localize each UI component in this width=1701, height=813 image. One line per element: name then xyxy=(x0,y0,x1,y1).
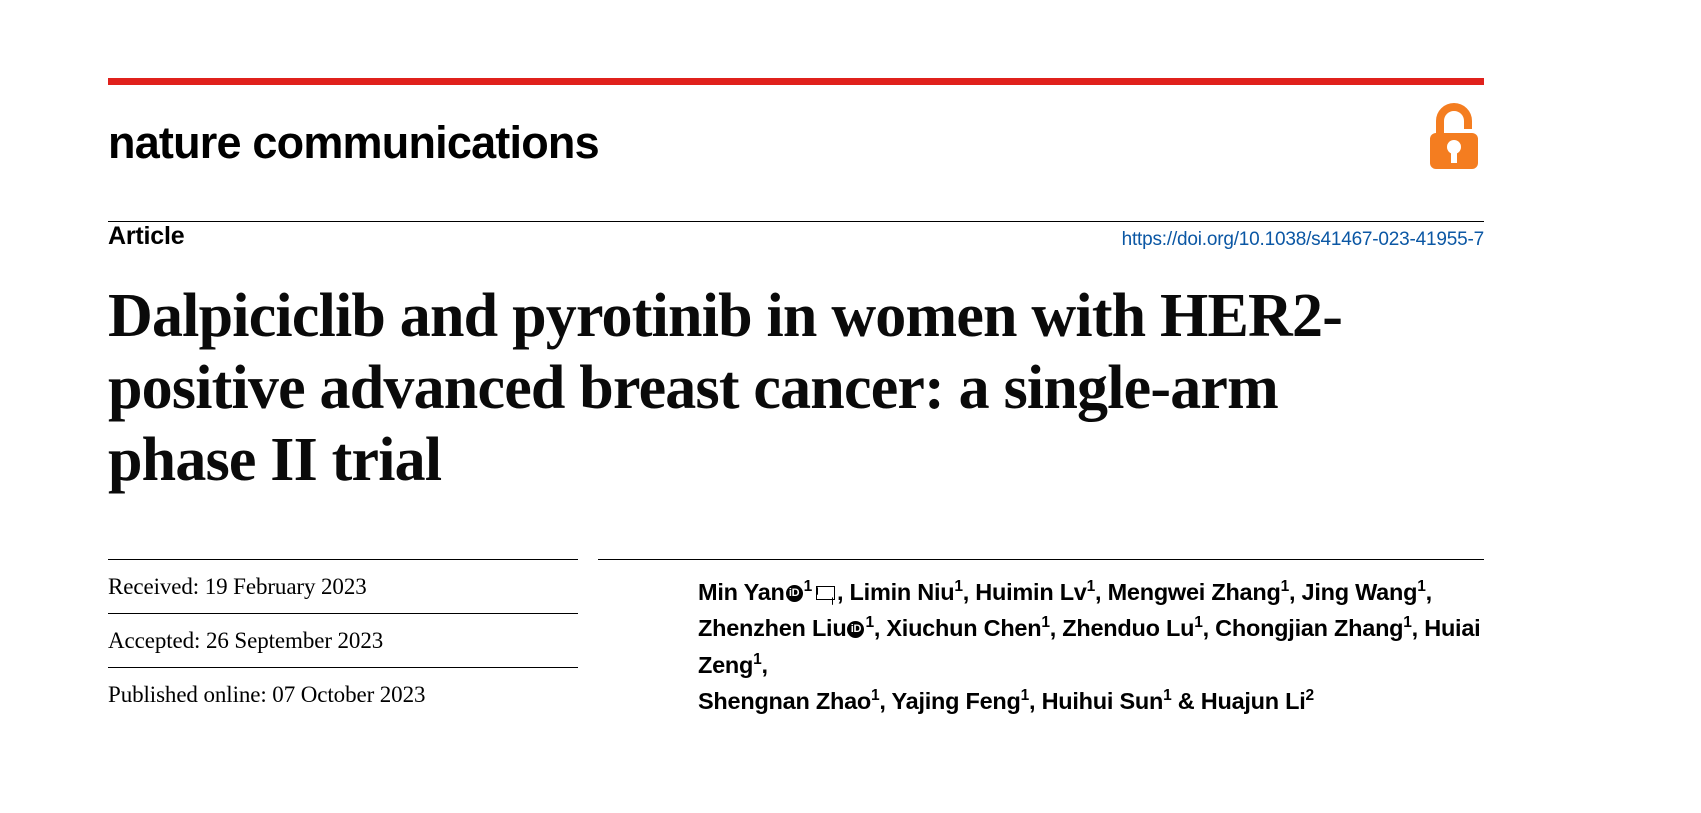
author-name: Shengnan Zhao xyxy=(698,687,871,714)
author-list: Min Yan iD $^1$ , Limin Niu$^1$, Huimin Lv$^1$, Mengwei Zhang$^1$, Jing Wang$^1$, Zhenzhen Liu iD $^1$, Xiuchun Chen$^1$, Zhenduo Lu$^1$, Chongjian Zhang$^1$, Huiai Zeng$^1$, Shengnan Zhao$^1$, Yajing Feng$^1$, Huihui Sun$^1$ & Huajun Li$^2$ xyxy=(698,574,1484,720)
affiliation-marker: 1 xyxy=(865,614,874,632)
doi-link[interactable]: https://doi.org/10.1038/s41467-023-41955-7 xyxy=(1121,229,1484,250)
author-name: , Zhenduo Lu xyxy=(1049,615,1195,642)
affiliation-marker: 1 xyxy=(753,650,762,668)
affiliation-marker: 1 xyxy=(803,577,812,595)
author-name: , Huiai Zeng xyxy=(698,615,1481,678)
orcid-icon[interactable] xyxy=(786,585,803,602)
affiliation-marker: 1 xyxy=(1403,614,1412,632)
article-lower-section xyxy=(108,559,1484,721)
author-name: , Mengwei Zhang xyxy=(1095,578,1281,605)
author-name: , Chongjian Zhang xyxy=(1202,615,1404,642)
authors-column xyxy=(598,559,1484,721)
dates-column xyxy=(108,559,598,721)
received-date: Received: 19 February 2023 xyxy=(108,559,578,613)
affiliation-marker: 2 xyxy=(1305,687,1314,705)
affiliation-marker: 1 xyxy=(871,687,880,705)
affiliation-marker: 1 xyxy=(954,577,963,595)
affiliation-marker: 1 xyxy=(1086,577,1096,595)
affiliation-marker: 1 xyxy=(1020,687,1030,705)
accepted-date: Accepted: 26 September 2023 xyxy=(108,613,578,667)
author-name: , Jing Wang xyxy=(1288,578,1418,605)
article-meta-row xyxy=(108,222,1484,257)
author-name: Min Yan xyxy=(698,578,785,605)
page-title: Dalpiciclib and pyrotinib in women with HER2-positive advanced breast cancer: a single-arm phase II trial xyxy=(108,282,1343,494)
published-date: Published online: 07 October 2023 xyxy=(108,667,578,721)
red-top-rule xyxy=(108,78,1484,85)
author-name: , Limin Niu xyxy=(837,578,955,605)
affiliation-marker: 1 xyxy=(1163,687,1172,705)
open-access-lock-icon xyxy=(1426,103,1482,178)
journal-name: nature communications xyxy=(108,116,599,168)
corresponding-author-email-icon[interactable] xyxy=(816,586,835,600)
page-content xyxy=(108,0,1484,721)
author-name: , Huihui Sun xyxy=(1029,687,1164,714)
affiliation-marker: 1 xyxy=(1280,577,1289,595)
orcid-icon[interactable] xyxy=(847,621,864,638)
journal-header xyxy=(108,85,1484,185)
affiliation-marker: 1 xyxy=(1417,577,1426,595)
author-name: & Huajun Li xyxy=(1171,687,1306,714)
affiliation-marker: 1 xyxy=(1041,614,1050,632)
article-type-label: Article xyxy=(108,222,185,250)
affiliation-marker: 1 xyxy=(1194,614,1203,632)
author-name: , Xiuchun Chen xyxy=(873,615,1042,642)
author-name: , Yajing Feng xyxy=(879,687,1021,714)
author-name: , Huimin Lv xyxy=(962,578,1087,605)
author-name: Zhenzhen Liu xyxy=(698,615,847,642)
